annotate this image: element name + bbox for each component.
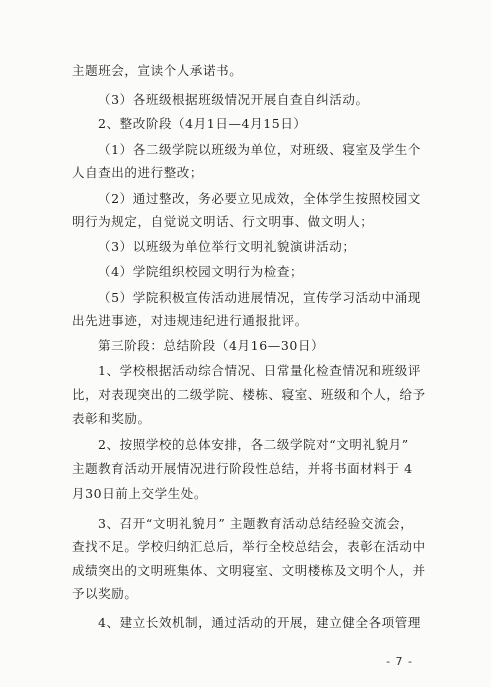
page-number: - 7 - <box>386 655 413 668</box>
text-line-3: 2、整改阶段（4月1日—4月15日） <box>98 116 307 131</box>
text-line-9: （4）学院组织校园文明行为检查； <box>98 264 304 279</box>
text-line-20: 查找不足。学校归纳汇总后，举行全校总结会，表彰在活动中 <box>72 539 426 554</box>
text-line-11: 出先进事迹，对违规违纪进行通报批评。 <box>72 313 308 328</box>
text-line-10: （5）学院积极宣传活动进展情况，宣传学习活动中涌现 <box>98 290 421 305</box>
text-line-17: 主题教育活动开展情况进行阶段性总结，并将书面材料于 4 <box>72 461 413 476</box>
text-line-19: 3、召开“文明礼貌月” 主题教育活动总结经验交流会， <box>98 516 414 531</box>
text-line-2: （3）各班级根据班级情况开展自查自纠活动。 <box>98 92 369 107</box>
text-line-15: 表彰和奖励。 <box>72 411 151 426</box>
text-line-1: 主题班会，宣读个人承诺书。 <box>72 63 243 78</box>
text-line-4: （1）各二级学院以班级为单位，对班级、寝室及学生个 <box>98 142 421 157</box>
text-line-5: 人自查出的进行整改； <box>72 165 204 180</box>
text-line-22: 予以奖励。 <box>72 586 138 601</box>
text-line-13: 1、学校根据活动综合情况、日常量化检查情况和班级评 <box>98 363 421 378</box>
text-line-18: 月30日前上交学生处。 <box>72 486 208 501</box>
text-line-21: 成绩突出的文明班集体、文明寝室、文明楼栋及文明个人，并 <box>72 563 426 578</box>
text-line-8: （3）以班级为单位举行文明礼貌演讲活动； <box>98 239 356 254</box>
text-line-23: 4、建立长效机制，通过活动的开展，建立健全各项管理 <box>98 615 421 630</box>
text-line-12: 第三阶段：总结阶段（4月16—30日） <box>98 338 325 353</box>
text-line-16: 2、按照学校的总体安排，各二级学院对“文明礼貌月” <box>98 437 409 452</box>
text-line-14: 比，对表现突出的二级学院、楼栋、寝室、班级和个人，给予 <box>72 387 426 402</box>
text-line-7: 明行为规定，自觉说文明话、行文明事、做文明人； <box>72 214 374 229</box>
text-line-6: （2）通过整改，务必要立见成效，全体学生按照校园文 <box>98 191 421 206</box>
